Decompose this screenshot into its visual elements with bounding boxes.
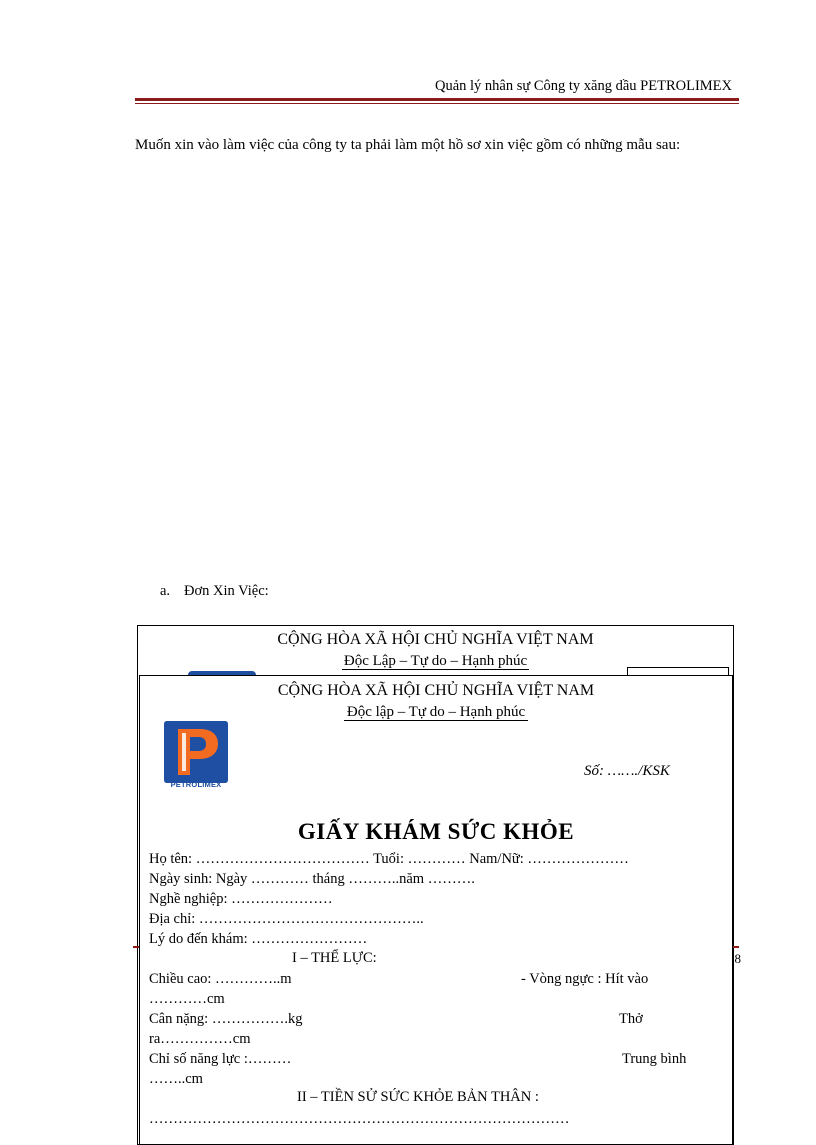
section-physical-heading: I – THỂ LỰC: [292,950,377,966]
certificate-number: Số: ……./KSK [584,763,670,779]
header-rule [135,98,739,101]
list-item-label: Đơn Xin Việc: [184,583,269,599]
field-fitness-index: Chỉ số năng lực :……… [149,1051,292,1067]
field-name-age-gender: Họ tên: ……………………………… Tuổi: ………… Nam/Nữ: ………………… [149,851,629,867]
intro-paragraph: Muốn xin vào làm việc của công ty ta phải làm một hồ sơ xin việc gồm có những mẫu sau: [135,137,681,153]
field-occupation: Nghề nghiệp: ………………… [149,891,333,907]
health-form-republic-heading: CỘNG HÒA XÃ HỘI CHỦ NGHĨA VIỆT NAM [277,682,595,699]
list-marker: a. [160,583,171,599]
section-medical-history-heading: II – TIỀN SỬ SỨC KHỎE BẢN THÂN : [297,1089,539,1105]
back-form-page-number: 8 [734,951,741,966]
page-header-title: Quản lý nhân sự Công ty xăng dầu PETROLIMEX [434,78,732,94]
field-address: Địa chỉ: ……………………………………….. [149,911,424,927]
field-visit-reason: Lý do đến khám: …………………… [149,931,368,947]
back-form-republic-heading: CỘNG HÒA XÃ HỘI CHỦ NGHĨA VIỆT NAM [277,631,594,648]
field-exhale-label: Thở [619,1011,643,1027]
field-exhale-value: ra……………cm [149,1031,251,1047]
field-birth-date: Ngày sinh: Ngày ………… tháng ………..năm ………. [149,871,475,887]
document-title: GIẤY KHÁM SỨC KHỎE [297,819,575,844]
back-form-motto: Độc Lập – Tự do – Hạnh phúc [343,653,528,669]
logo-wordmark: PETROLIMEX [170,780,222,789]
field-height: Chiều cao: …………..m [149,971,292,987]
field-chest-inhale: - Vòng ngực : Hít vào [521,971,649,987]
health-certificate-frame [139,675,733,1145]
field-average-label: Trung bình [622,1051,687,1067]
petrolimex-logo-icon [164,721,228,783]
header-rule-thin [135,103,739,104]
field-average-value: ……..cm [149,1071,203,1087]
field-medical-history-line: …………………………………………………………………………… [149,1111,570,1127]
field-chest-inhale-value: …………cm [149,991,225,1007]
field-weight: Cân nặng: …………….kg [149,1011,303,1027]
health-form-motto: Độc lập – Tự do – Hạnh phúc [140,704,732,721]
list-item-application-letter [160,583,269,600]
